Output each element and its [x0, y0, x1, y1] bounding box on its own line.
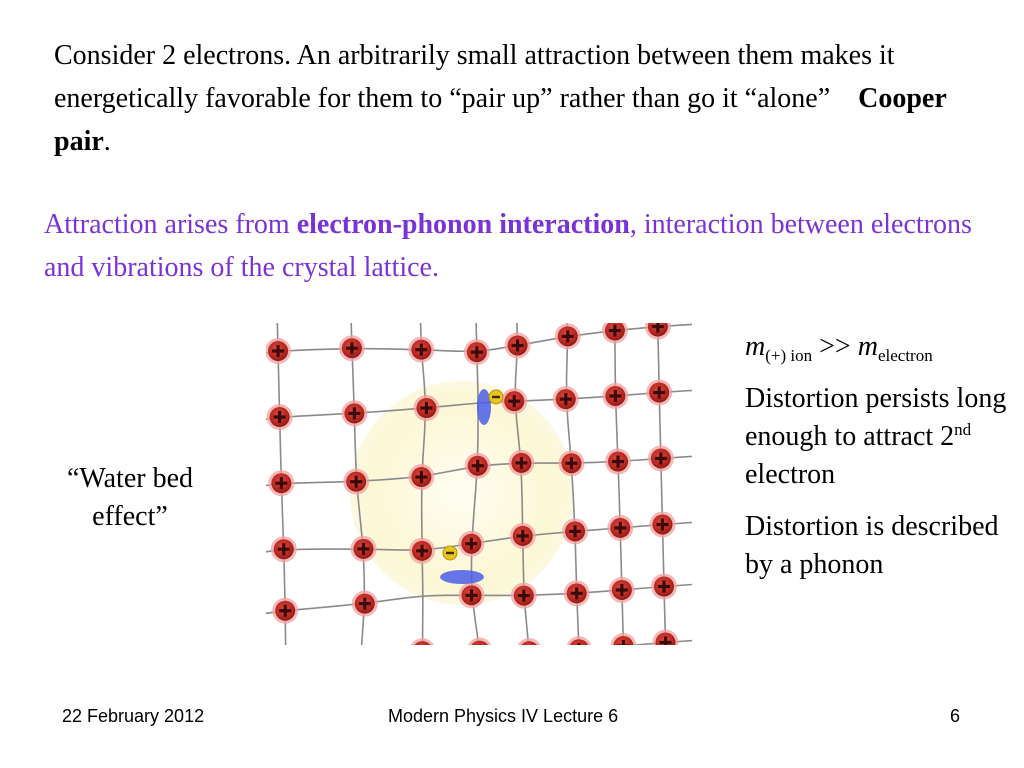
ion: [609, 577, 635, 603]
ion: [645, 323, 671, 340]
ion-plus-v: [513, 395, 516, 407]
ion-plus-v: [622, 640, 625, 645]
ion-plus-v: [475, 346, 478, 358]
ion: [465, 453, 491, 479]
attraction-text-2: , interaction between electrons and vibrations of the crystal lattice.: [44, 209, 972, 283]
ion-plus-v: [276, 345, 279, 357]
ion-plus-v: [284, 605, 287, 617]
distortion-phonon-text: Distortion is described by a phonon: [745, 511, 999, 580]
ion: [602, 323, 628, 344]
ion: [501, 388, 527, 414]
ion: [267, 404, 293, 430]
ion-plus-v: [613, 325, 616, 337]
mass-symbol-ion: m: [745, 331, 766, 362]
ion-plus-v: [420, 545, 423, 557]
ion: [651, 573, 677, 599]
ion: [607, 515, 633, 541]
ion-plus-v: [350, 342, 353, 354]
ion-plus-v: [522, 590, 525, 602]
ion-plus-v: [521, 530, 524, 542]
ion: [508, 450, 534, 476]
mass-sub-ion: (+) ion: [765, 346, 813, 365]
ion-plus-v: [425, 402, 428, 414]
ion: [558, 450, 584, 476]
mass-sub-electron: electron: [877, 346, 933, 365]
ion-plus-v: [282, 543, 285, 555]
ion-plus-v: [566, 330, 569, 342]
ion-plus-v: [278, 411, 281, 423]
ion: [553, 386, 579, 412]
ion-plus-v: [520, 457, 523, 469]
intro-end: .: [103, 126, 111, 157]
ion-plus-v: [661, 518, 664, 530]
ion: [602, 383, 628, 409]
ion: [610, 633, 636, 645]
ion: [350, 536, 376, 562]
lattice-diagram: [266, 323, 692, 645]
mass-symbol-electron: m: [857, 331, 878, 362]
ion-plus-v: [659, 452, 662, 464]
ion-plus-v: [573, 525, 576, 537]
ion: [271, 536, 297, 562]
ion: [555, 323, 581, 349]
electron-minus: [446, 552, 454, 554]
attraction-text-1: Attraction arises from: [44, 209, 297, 240]
ordinal-sup: nd: [954, 420, 972, 439]
ion: [510, 523, 536, 549]
footer-title: Modern Physics IV Lecture 6: [388, 706, 619, 726]
ion: [459, 582, 485, 608]
distortion-persists-1: Distortion persists long enough to attract 2: [745, 383, 1007, 452]
ion-plus-v: [620, 584, 623, 596]
ion-plus-v: [570, 457, 573, 469]
ion-plus-v: [420, 344, 423, 356]
ion-plus-v: [664, 636, 667, 645]
ion-plus-v: [420, 471, 423, 483]
ion: [409, 638, 435, 645]
ion: [516, 638, 542, 645]
ion: [458, 531, 484, 557]
ion-plus-v: [363, 598, 366, 610]
lattice-figure: [266, 323, 692, 645]
right-column: [745, 328, 1015, 598]
ion: [341, 400, 367, 426]
attraction-paragraph: [44, 203, 1004, 289]
footer-page-number: 6: [950, 706, 961, 726]
ion: [505, 332, 531, 358]
ion: [268, 470, 294, 496]
ion: [464, 339, 490, 365]
water-bed-caption: “Water bed effect”: [67, 463, 193, 532]
ion: [413, 395, 439, 421]
cooper-pair-term: Cooper pair: [54, 83, 947, 157]
mass-relation: [745, 328, 1015, 366]
ion: [605, 449, 631, 475]
distortion-persists-2: electron: [745, 459, 836, 490]
ion: [266, 338, 291, 364]
intro-paragraph: [54, 34, 984, 163]
ion-plus-v: [470, 589, 473, 601]
ion: [646, 380, 672, 406]
ion-plus-v: [577, 643, 580, 645]
ion-plus-v: [362, 543, 365, 555]
ion-plus-v: [476, 460, 479, 472]
ion: [649, 511, 675, 537]
footer-date: 22 February 2012: [62, 706, 205, 726]
ion: [409, 538, 435, 564]
ion: [562, 518, 588, 544]
distortion-persists-text: [745, 380, 1015, 494]
ion: [467, 638, 493, 645]
ion: [343, 469, 369, 495]
distorted-ion-pair: [440, 570, 484, 584]
ion: [511, 583, 537, 609]
ion: [408, 337, 434, 363]
ion-plus-v: [280, 477, 283, 489]
ion-plus-v: [353, 407, 356, 419]
ion: [352, 591, 378, 617]
ion: [566, 636, 592, 645]
ion: [652, 629, 678, 645]
ion: [339, 335, 365, 361]
intro-text: Consider 2 electrons. An arbitrarily small attraction between them makes it energetically favorable for them to “pair up” rather than go it “alone”: [54, 40, 895, 114]
ion: [408, 464, 434, 490]
ion-plus-v: [662, 580, 665, 592]
electron-phonon-term: electron-phonon interaction: [296, 209, 630, 240]
ion-plus-v: [355, 476, 358, 488]
ion-plus-v: [619, 522, 622, 534]
ion-plus-v: [656, 323, 659, 333]
ion: [272, 598, 298, 624]
distorted-ion-pair: [477, 389, 491, 425]
ion-plus-v: [616, 456, 619, 468]
electron-minus: [492, 396, 500, 398]
ion-plus-v: [658, 387, 661, 399]
ion-plus-v: [614, 390, 617, 402]
ion-plus-v: [575, 587, 578, 599]
ion-plus-v: [516, 339, 519, 351]
ion: [564, 580, 590, 606]
ion-plus-v: [564, 393, 567, 405]
ion-plus-v: [470, 538, 473, 550]
mass-operator: >>: [812, 331, 858, 362]
ion: [648, 445, 674, 471]
